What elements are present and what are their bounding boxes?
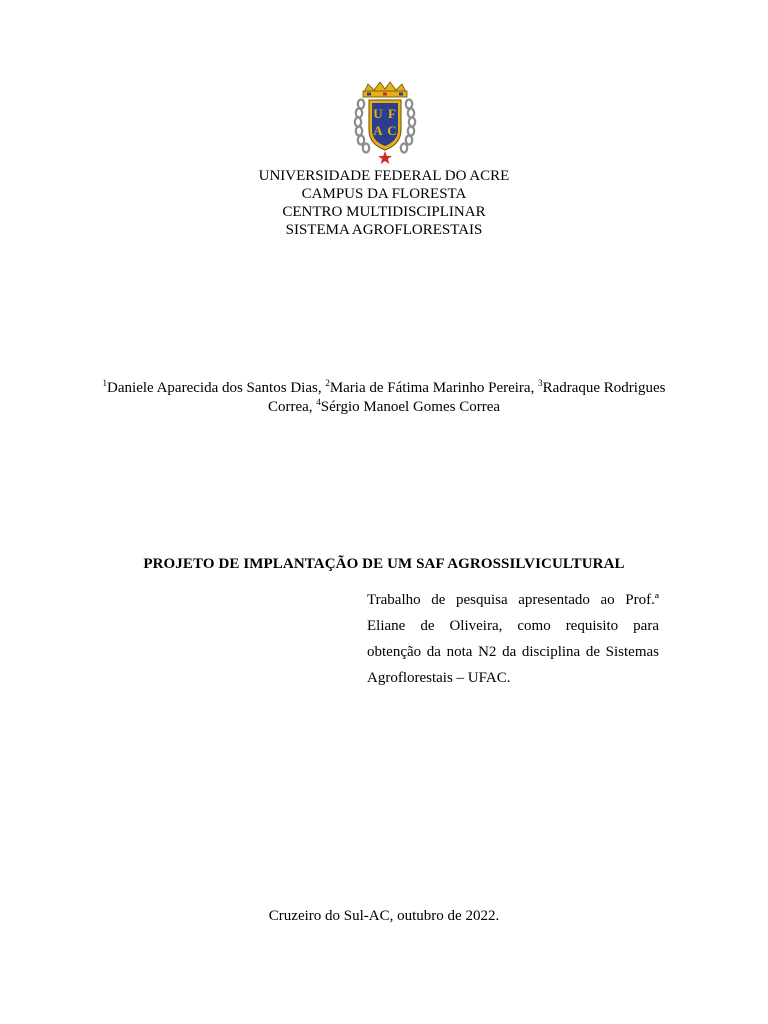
campus-name: CAMPUS DA FLORESTA <box>301 186 467 202</box>
svg-text:C: C <box>387 123 397 138</box>
svg-text:U: U <box>373 106 383 121</box>
author-1-name: Daniele Aparecida dos Santos Dias <box>107 380 318 396</box>
course-name: SISTEMA AGROFLORESTAIS <box>285 222 483 238</box>
place-and-date: Cruzeiro do Sul-AC, outubro de 2022. <box>268 908 500 924</box>
shield-icon <box>369 100 401 150</box>
svg-text:A: A <box>373 123 383 138</box>
ufac-logo <box>350 80 420 164</box>
chain-right-icon <box>401 100 415 153</box>
author-2-name: Maria de Fátima Marinho Pereira <box>329 380 531 396</box>
author-3-number: 3 <box>538 378 543 388</box>
svg-text:F: F <box>388 106 396 121</box>
center-name: CENTRO MULTIDISCIPLINAR <box>282 204 486 220</box>
document-title: PROJETO DE IMPLANTAÇÃO DE UM SAF AGROSSILVICULTURAL <box>143 556 625 572</box>
author-3-name: Radraque Rodrigues Correa <box>267 380 666 415</box>
author-4-name: Sérgio Manoel Gomes Correa <box>320 399 501 415</box>
author-1-number: 1 <box>102 378 108 388</box>
authors-list: $^1$Daniele Aparecida dos Santos Dias, $^2$Maria de Fátima Marinho Pereira, $^3$Radraque Rodrigues Correa, $^4$Sérgio Manoel Gomes Correa <box>102 378 666 415</box>
author-2-number: 2 <box>325 378 330 388</box>
university-name: UNIVERSIDADE FEDERAL DO ACRE <box>258 168 510 184</box>
crown-icon <box>363 82 407 97</box>
author-4-number: 4 <box>316 397 321 407</box>
submission-note: Trabalho de pesquisa apresentado ao Prof.ª Eliane de Oliveira, como requisito para obtenção da nota N2 da disciplina de Sistemas Agroflorestais – UFAC. <box>367 592 659 686</box>
star-icon <box>378 151 392 164</box>
institution-header <box>0 167 768 239</box>
chain-left-icon <box>355 100 369 153</box>
